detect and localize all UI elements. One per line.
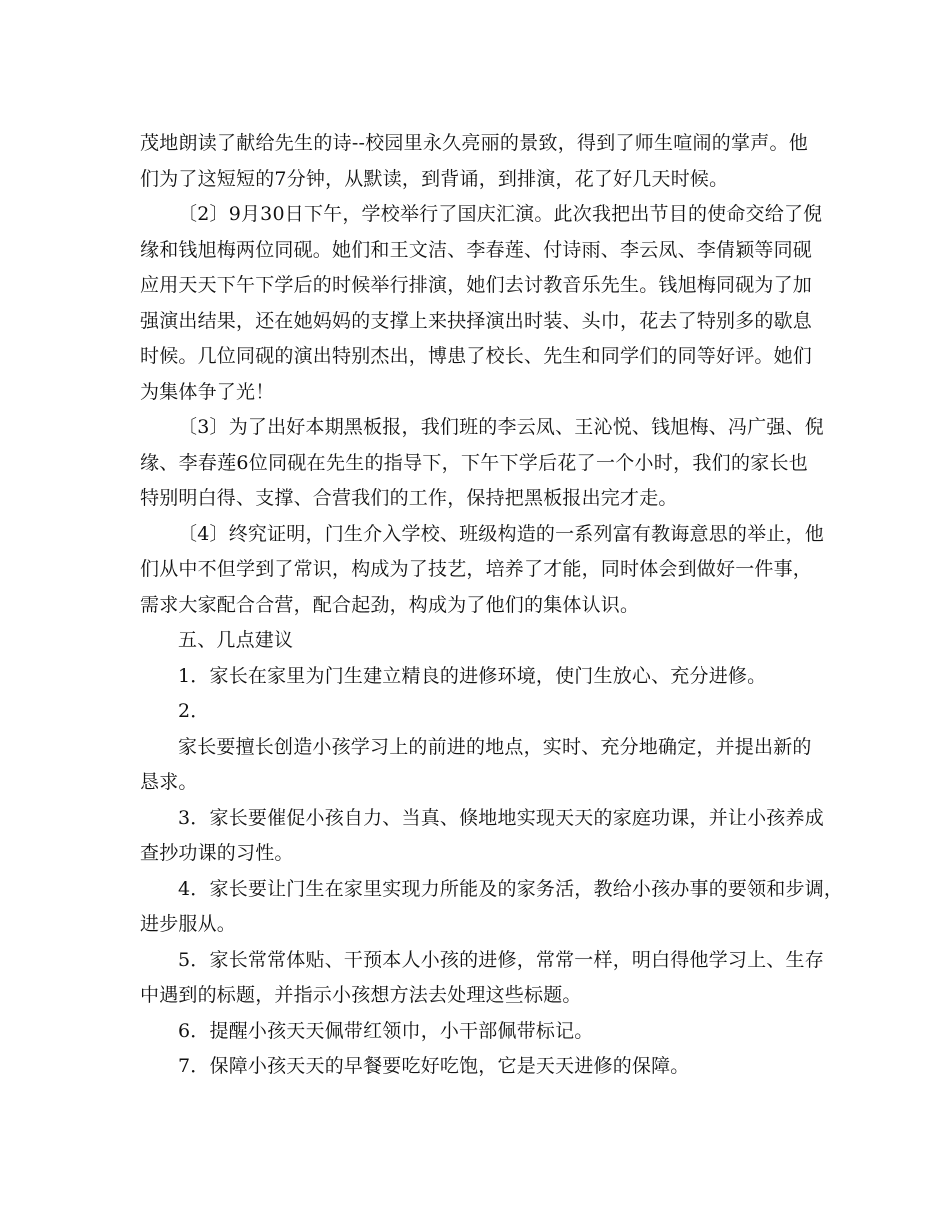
list-item: 7．保障小孩天天的早餐要吃好吃饱，它是天天进修的保障。	[178, 1055, 690, 1077]
list-item: 5．家长常常体贴、干预本人小孩的进修，常常一样，明白得他学习上、生存	[178, 948, 824, 971]
paragraph-line: 〔4〕终究证明，门生介入学校、班级构造的一系列富有教诲意思的举止，他	[178, 522, 824, 545]
document-page	[140, 126, 844, 1085]
paragraph-line: 为集体争了光！	[140, 380, 275, 403]
paragraph-line: 缘、李春莲6位同砚在先生的指导下，下午下学后花了一个小时，我们的家长也	[140, 451, 808, 474]
paragraph-line: 应用天天下午下学后的时候举行排演，她们去讨教音乐先生。钱旭梅同砚为了加	[140, 274, 813, 296]
paragraph-line: 〔3〕为了出好本期黑板报，我们班的李云凤、王沁悦、钱旭梅、冯广强、倪	[178, 416, 824, 438]
paragraph-line: 强演出结果，还在她妈妈的支撑上来抉择演出时装、头巾，花去了特别多的歇息	[140, 309, 813, 332]
paragraph-line: 缘和钱旭梅两位同砚。她们和王文洁、李春莲、付诗雨、李云凤、李倩颖等同砚	[140, 238, 813, 261]
list-item: 6．提醒小孩天天佩带红领巾，小干部佩带标记。	[178, 1019, 594, 1042]
paragraph-line: 查抄功课的习性。	[140, 842, 294, 864]
paragraph-line: 进步服从。	[140, 913, 237, 935]
paragraph-line: 中遇到的标题，并指示小孩想方法去处理这些标题。	[140, 984, 582, 1006]
list-item: 2．	[178, 700, 210, 722]
list-item: 4．家长要让门生在家里实现力所能及的家务活，教给小孩办事的要领和步调，	[178, 877, 844, 900]
paragraph-line: 们从中不但学到了常识，构成为了技艺，培养了才能，同时体会到做好一件事，	[140, 558, 813, 580]
section-heading: 五、几点建议	[178, 629, 294, 651]
paragraph-line: 时候。几位同砚的演出特别杰出，博患了校长、先生和同学们的同等好评。她们	[140, 345, 813, 367]
paragraph-line: 特别明白得、支撑、合营我们的工作，保持把黑板报出完才走。	[140, 487, 678, 509]
paragraph-line: 恳求。	[140, 771, 198, 793]
paragraph-line: 需求大家配合合营，配合起劲，构成为了他们的集体认识。	[140, 593, 640, 616]
paragraph-line: 茂地朗读了献给先生的诗--校园里永久亮丽的景致，得到了师生喧闹的掌声。他	[140, 132, 808, 154]
list-item: 3．家长要催促小孩自力、当真、倏地地实现天天的家庭功课，并让小孩养成	[178, 806, 824, 829]
paragraph-line: 家长要擅长创造小孩学习上的前进的地点，实时、充分地确定，并提出新的	[178, 735, 812, 758]
paragraph-line: 们为了这短短的7分钟，从默读，到背诵，到排演，花了好几天时候。	[140, 167, 729, 190]
paragraph-line: 〔2〕9月30日下午，学校举行了国庆汇演。此次我把出节目的使命交给了倪	[178, 203, 823, 225]
list-item: 1．家长在家里为门生建立精良的进修环境，使门生放心、充分进修。	[178, 664, 767, 687]
